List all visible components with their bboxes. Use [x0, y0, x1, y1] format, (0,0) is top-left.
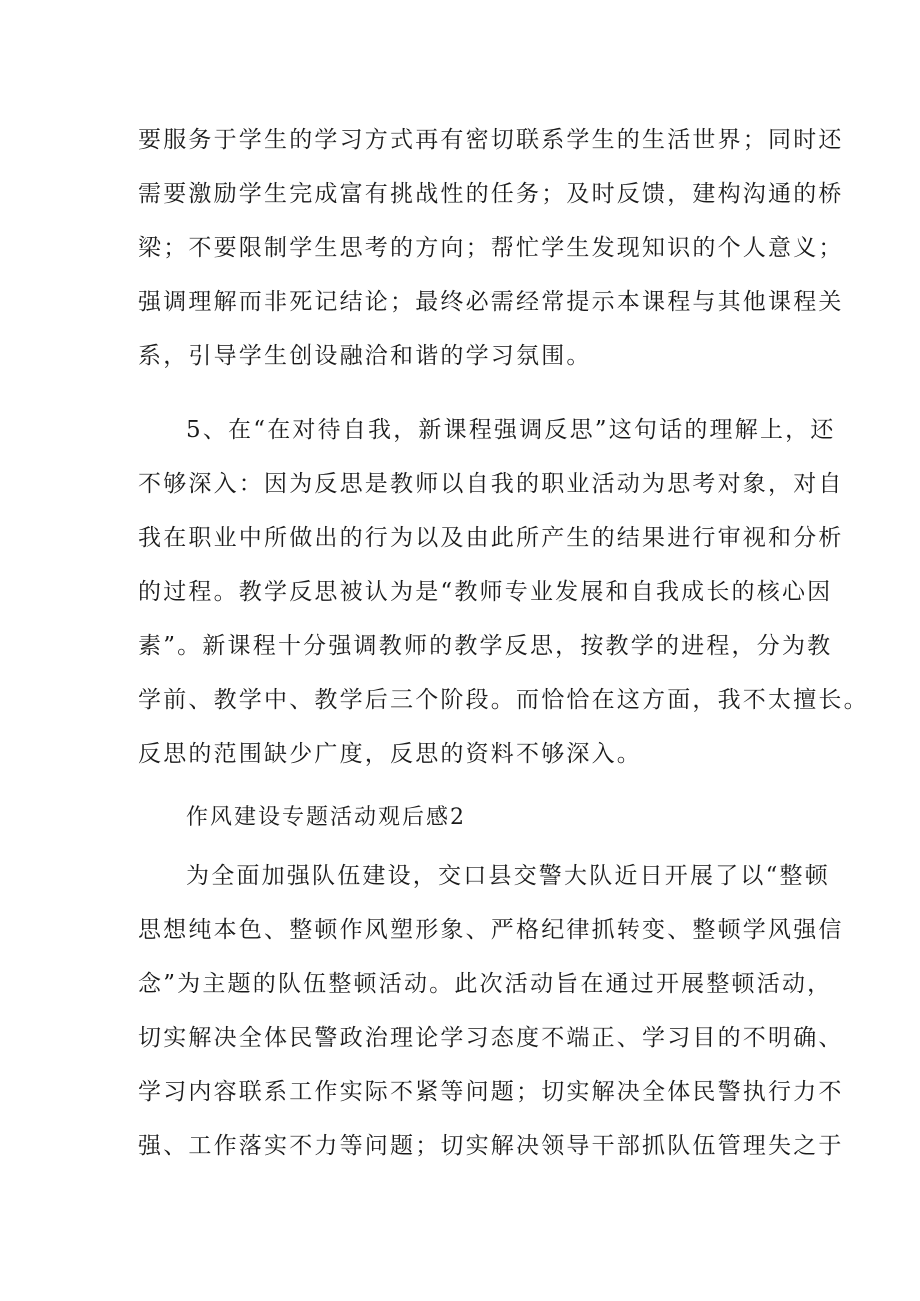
- paragraph-line: 系，引导学生创设融洽和谐的学习氛围。: [138, 343, 592, 369]
- paragraph-line: 强、工作落实不力等问题；切实解决领导干部抓队伍管理失之于: [138, 1133, 844, 1159]
- paragraph-line: 为全面加强队伍建设，交口县交警大队近日开展了以“整顿: [186, 863, 830, 889]
- paragraph-line: 不够深入：因为反思是教师以自我的职业活动为思考对象，对自: [138, 471, 844, 497]
- paragraph-line: 需要激励学生完成富有挑战性的任务；及时反馈，建构沟通的桥: [138, 181, 844, 207]
- paragraph-line: 要服务于学生的学习方式再有密切联系学生的生活世界；同时还: [138, 127, 844, 153]
- paragraph-line: 我在职业中所做出的行为以及由此所产生的结果进行审视和分析: [138, 525, 844, 551]
- paragraph-line: 学习内容联系工作实际不紧等问题；切实解决全体民警执行力不: [138, 1079, 844, 1105]
- paragraph-line: 反思的范围缺少广度，反思的资料不够深入。: [138, 741, 642, 767]
- paragraph-line: 思想纯本色、整顿作风塑形象、严格纪律抓转变、整顿学风强信: [138, 917, 844, 943]
- paragraph-line: 强调理解而非死记结论；最终必需经常提示本课程与其他课程关: [138, 289, 844, 315]
- paragraph-line: 学前、教学中、教学后三个阶段。而恰恰在这方面，我不太擅长。: [138, 687, 869, 713]
- paragraph-line: 5、在“在对待自我，新课程强调反思”这句话的理解上，还: [186, 417, 836, 443]
- paragraph-line: 的过程。教学反思被认为是“教师专业发展和自我成长的核心因: [138, 579, 833, 605]
- paragraph-line: 梁；不要限制学生思考的方向；帮忙学生发现知识的个人意义；: [138, 235, 844, 261]
- paragraph-line: 素”。新课程十分强调教师的教学反思，按教学的进程，分为教: [138, 633, 833, 659]
- paragraph-line: 切实解决全体民警政治理论学习态度不端正、学习目的不明确、: [138, 1025, 844, 1051]
- paragraph-line: 念”为主题的队伍整顿活动。此次活动旨在通过开展整顿活动，: [138, 971, 833, 997]
- section-heading: 作风建设专题活动观后感2: [186, 805, 466, 830]
